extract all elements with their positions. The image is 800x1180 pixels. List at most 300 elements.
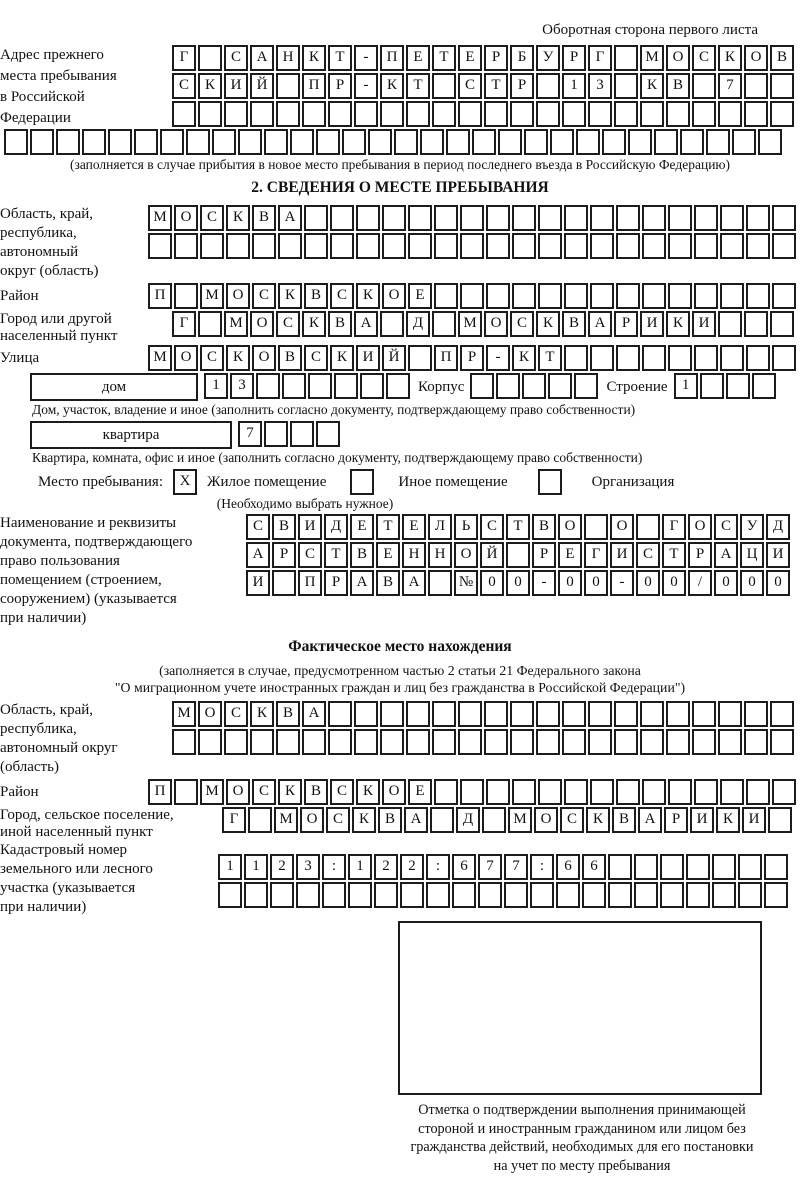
char-cell: Р [324, 570, 348, 596]
char-cell: Т [324, 542, 348, 568]
char-cell: Ь [454, 514, 478, 540]
char-cell [512, 233, 536, 259]
char-cell: О [226, 283, 250, 309]
char-cell [406, 701, 430, 727]
char-cell: 6 [582, 854, 606, 880]
char-cell [590, 205, 614, 231]
char-cell [330, 233, 354, 259]
char-cell: 0 [636, 570, 660, 596]
char-cell [590, 233, 614, 259]
char-cell [198, 101, 222, 127]
char-cell [538, 233, 562, 259]
cadastre-rows [218, 841, 800, 910]
char-cell [640, 729, 664, 755]
char-cell [496, 373, 520, 399]
char-cell [720, 345, 744, 371]
char-cell [504, 882, 528, 908]
char-cell: 0 [740, 570, 764, 596]
char-cell: К [226, 345, 250, 371]
prev-address-field [0, 45, 800, 129]
char-cell: П [380, 45, 404, 71]
char-cell: О [744, 45, 768, 71]
char-cell [408, 205, 432, 231]
actual-city-field [0, 807, 800, 841]
char-cell: - [354, 73, 378, 99]
char-cell: Н [428, 542, 452, 568]
char-row [148, 779, 800, 805]
char-cell [510, 101, 534, 127]
char-cell: К [330, 345, 354, 371]
char-cell: : [530, 854, 554, 880]
char-cell [380, 101, 404, 127]
char-cell [432, 311, 456, 337]
char-cell [694, 779, 718, 805]
char-cell [354, 729, 378, 755]
char-cell [134, 129, 158, 155]
char-cell: - [354, 45, 378, 71]
char-cell [744, 701, 768, 727]
char-cell: И [640, 311, 664, 337]
char-cell: О [610, 514, 634, 540]
char-cell: Т [432, 45, 456, 71]
char-cell [718, 101, 742, 127]
char-cell [642, 345, 666, 371]
house-box: дом [30, 373, 198, 401]
actual-district-label: Район [0, 784, 39, 800]
char-cell [536, 101, 560, 127]
char-cell: М [148, 205, 172, 231]
char-row [148, 205, 800, 231]
char-cell: О [666, 45, 690, 71]
char-cell: С [692, 45, 716, 71]
char-cell [640, 701, 664, 727]
char-cell [668, 233, 692, 259]
char-cell: Д [324, 514, 348, 540]
char-cell: И [224, 73, 248, 99]
char-cell [718, 701, 742, 727]
char-cell [772, 233, 796, 259]
confirmation-caption-line: на учет по месту пребывания [493, 1157, 671, 1174]
char-cell [460, 205, 484, 231]
char-cell: 0 [506, 570, 530, 596]
char-cell [394, 129, 418, 155]
char-cell: : [426, 854, 450, 880]
confirmation-caption-line: Отметка о подтверждении выполнения принимающей [418, 1102, 746, 1118]
char-cell: В [378, 807, 402, 833]
char-cell [484, 729, 508, 755]
char-cell [250, 101, 274, 127]
char-cell [484, 101, 508, 127]
char-cell [374, 882, 398, 908]
stroenie-label: Строение [606, 379, 668, 395]
char-cell [430, 807, 454, 833]
char-cell [536, 729, 560, 755]
char-cell: Д [766, 514, 790, 540]
char-cell: С [200, 345, 224, 371]
char-cell [270, 882, 294, 908]
cadastre-label-line: земельного или лесного [0, 861, 153, 877]
document-label-line: документа, подтверждающего [0, 534, 193, 550]
char-cell [574, 373, 598, 399]
char-cell: В [770, 45, 794, 71]
char-cell: - [486, 345, 510, 371]
char-cell [276, 729, 300, 755]
char-cell: О [558, 514, 582, 540]
region-rows [148, 205, 800, 261]
char-cell: И [610, 542, 634, 568]
char-cell [198, 729, 222, 755]
char-cell [538, 283, 562, 309]
char-cell [746, 779, 770, 805]
char-cell: А [278, 205, 302, 231]
confirmation-caption-line: стороной и иностранным гражданином или лицом без [418, 1120, 746, 1137]
char-cell [564, 205, 588, 231]
char-cell [302, 101, 326, 127]
char-cell: В [666, 73, 690, 99]
char-cell [304, 233, 328, 259]
char-cell [510, 729, 534, 755]
char-cell [406, 729, 430, 755]
char-cell [584, 514, 608, 540]
char-cell: № [454, 570, 478, 596]
char-cell [642, 779, 666, 805]
char-cell [614, 73, 638, 99]
char-cell [238, 129, 262, 155]
char-cell [668, 345, 692, 371]
region-label-line: республика, [0, 225, 77, 241]
char-cell: К [666, 311, 690, 337]
char-cell [434, 205, 458, 231]
document-label-line: право пользования [0, 553, 120, 569]
char-cell: М [200, 283, 224, 309]
char-cell: Г [222, 807, 246, 833]
char-cell [252, 233, 276, 259]
char-cell: П [434, 345, 458, 371]
char-cell [758, 129, 782, 155]
char-cell: 1 [348, 854, 372, 880]
char-cell [200, 233, 224, 259]
char-cell: В [304, 779, 328, 805]
char-cell [432, 101, 456, 127]
char-cell [460, 233, 484, 259]
char-cell: М [172, 701, 196, 727]
char-cell: С [276, 311, 300, 337]
char-cell: Е [558, 542, 582, 568]
char-cell: 7 [238, 421, 262, 447]
cadastre-label-line: при наличии) [0, 899, 87, 915]
char-cell [680, 129, 704, 155]
char-cell [616, 233, 640, 259]
char-cell: О [250, 311, 274, 337]
char-cell: С [252, 779, 276, 805]
document-label-line: помещением (строением, [0, 572, 162, 588]
char-cell: 2 [374, 854, 398, 880]
char-cell [472, 129, 496, 155]
char-cell: К [356, 779, 380, 805]
char-cell [408, 345, 432, 371]
char-cell [56, 129, 80, 155]
house-caption: Дом, участок, владение и иное (заполнить согласно документу, подтверждающему право собственности) [32, 402, 636, 417]
char-cell [752, 373, 776, 399]
char-cell [486, 779, 510, 805]
char-cell: О [252, 345, 276, 371]
char-cell [590, 345, 614, 371]
actual-district-field [0, 779, 800, 807]
char-cell [224, 101, 248, 127]
char-cell: В [252, 205, 276, 231]
char-cell: К [278, 779, 302, 805]
char-row [172, 101, 800, 127]
char-cell [334, 373, 358, 399]
char-cell [744, 73, 768, 99]
char-cell [636, 514, 660, 540]
stay-type-label: Место пребывания: [38, 473, 163, 490]
char-cell: О [198, 701, 222, 727]
prev-address-label-line: Федерации [0, 110, 71, 126]
char-cell: 0 [766, 570, 790, 596]
char-cell: Й [480, 542, 504, 568]
char-cell: Д [456, 807, 480, 833]
street-field [0, 345, 800, 373]
char-cell: Е [408, 779, 432, 805]
char-cell: В [350, 542, 374, 568]
char-cell: К [512, 345, 536, 371]
char-cell [694, 345, 718, 371]
char-cell: Л [428, 514, 452, 540]
char-cell: Т [328, 45, 352, 71]
char-cell [720, 283, 744, 309]
char-cell: К [380, 73, 404, 99]
char-cell: П [298, 570, 322, 596]
char-cell [700, 373, 724, 399]
document-field [0, 514, 800, 628]
char-cell: С [298, 542, 322, 568]
char-cell [538, 205, 562, 231]
char-cell: П [302, 73, 326, 99]
char-cell [446, 129, 470, 155]
char-cell [452, 882, 476, 908]
char-cell [772, 345, 796, 371]
char-cell [380, 729, 404, 755]
char-cell: С [172, 73, 196, 99]
char-cell [582, 882, 606, 908]
char-cell [744, 311, 768, 337]
confirmation-stamp-box [398, 921, 762, 1095]
char-cell: В [376, 570, 400, 596]
char-cell [692, 729, 716, 755]
char-cell: О [226, 779, 250, 805]
confirmation-caption-line: гражданства действий, необходимых для его постановки [410, 1139, 754, 1155]
char-cell: Ц [740, 542, 764, 568]
char-cell: С [636, 542, 660, 568]
char-cell: И [690, 807, 714, 833]
char-cell: К [586, 807, 610, 833]
char-cell [308, 373, 332, 399]
document-label-line: Наименование и реквизиты [0, 515, 177, 531]
char-cell: С [330, 779, 354, 805]
char-cell [564, 283, 588, 309]
region-label-line: автономный [0, 244, 79, 260]
char-cell [172, 101, 196, 127]
char-cell [512, 205, 536, 231]
region-field [0, 205, 800, 281]
char-cell: Т [506, 514, 530, 540]
char-cell [282, 373, 306, 399]
char-cell [302, 729, 326, 755]
char-cell: В [612, 807, 636, 833]
char-cell [738, 854, 762, 880]
char-cell: И [356, 345, 380, 371]
char-cell: У [740, 514, 764, 540]
char-cell [668, 205, 692, 231]
actual-region-rows [172, 701, 800, 757]
char-cell: М [458, 311, 482, 337]
char-cell: 0 [714, 570, 738, 596]
char-cell [484, 701, 508, 727]
char-cell: А [714, 542, 738, 568]
char-row [218, 882, 800, 908]
char-cell: А [350, 570, 374, 596]
char-cell: С [224, 45, 248, 71]
char-cell [634, 882, 658, 908]
char-cell: М [148, 345, 172, 371]
char-row [4, 129, 800, 155]
char-cell: 0 [584, 570, 608, 596]
char-cell [512, 283, 536, 309]
char-cell [562, 101, 586, 127]
char-cell: С [224, 701, 248, 727]
char-cell: Е [350, 514, 374, 540]
char-cell: 3 [588, 73, 612, 99]
char-cell: А [588, 311, 612, 337]
stay-type-note: (Необходимо выбрать нужное) [216, 496, 394, 511]
region-label-line: округ (область) [0, 263, 99, 279]
char-cell: Б [510, 45, 534, 71]
cadastre-label-line: Кадастровый номер [0, 842, 127, 858]
char-cell: О [688, 514, 712, 540]
char-cell [590, 283, 614, 309]
char-cell: 3 [296, 854, 320, 880]
char-cell [316, 129, 340, 155]
char-cell [224, 729, 248, 755]
char-cell: М [640, 45, 664, 71]
char-cell: Т [538, 345, 562, 371]
char-cell [434, 233, 458, 259]
char-cell: Е [408, 283, 432, 309]
char-cell [432, 729, 456, 755]
char-cell [744, 101, 768, 127]
char-cell: / [688, 570, 712, 596]
char-cell [614, 101, 638, 127]
apartment-box: квартира [30, 421, 232, 449]
char-cell [768, 807, 792, 833]
char-cell [692, 701, 716, 727]
char-cell [536, 73, 560, 99]
char-cell: М [274, 807, 298, 833]
char-cell [588, 101, 612, 127]
char-cell: Н [276, 45, 300, 71]
char-cell [304, 205, 328, 231]
char-cell [694, 233, 718, 259]
char-row [470, 373, 600, 399]
char-cell: Р [614, 311, 638, 337]
korpus-label: Корпус [418, 379, 465, 395]
prev-address-label-line: места пребывания [0, 68, 117, 84]
prev-address-label-line: Адрес прежнего [0, 47, 104, 63]
char-cell [108, 129, 132, 155]
char-cell [614, 701, 638, 727]
char-cell [550, 129, 574, 155]
corner-note: Оборотная сторона первого листа [542, 22, 758, 38]
char-cell [770, 729, 794, 755]
char-cell: 7 [718, 73, 742, 99]
char-cell [746, 233, 770, 259]
char-cell: О [382, 283, 406, 309]
actual-city-label [0, 807, 222, 841]
char-cell [608, 854, 632, 880]
char-cell: В [276, 701, 300, 727]
char-cell [256, 373, 280, 399]
char-cell [642, 283, 666, 309]
char-row [204, 373, 412, 399]
char-cell [264, 129, 288, 155]
char-cell [692, 101, 716, 127]
char-cell: С [510, 311, 534, 337]
char-cell: Т [484, 73, 508, 99]
city-label [0, 311, 172, 345]
char-cell [458, 729, 482, 755]
char-cell: О [174, 345, 198, 371]
char-cell: И [692, 311, 716, 337]
char-cell [342, 129, 366, 155]
char-cell: 6 [556, 854, 580, 880]
stay-type-row [38, 469, 800, 495]
char-cell [482, 807, 506, 833]
char-cell: К [718, 45, 742, 71]
char-cell: 0 [558, 570, 582, 596]
char-cell: С [304, 345, 328, 371]
char-cell [588, 729, 612, 755]
char-cell [642, 205, 666, 231]
char-cell: П [148, 283, 172, 309]
char-cell: С [560, 807, 584, 833]
char-cell [186, 129, 210, 155]
char-cell: А [638, 807, 662, 833]
char-cell [328, 101, 352, 127]
char-cell [660, 854, 684, 880]
char-cell: 6 [452, 854, 476, 880]
char-cell: И [766, 542, 790, 568]
char-cell [538, 779, 562, 805]
char-cell: Е [458, 45, 482, 71]
char-cell: Е [376, 542, 400, 568]
actual-region-field [0, 701, 800, 777]
char-cell [770, 311, 794, 337]
char-cell: Р [664, 807, 688, 833]
char-cell [666, 701, 690, 727]
char-cell [460, 283, 484, 309]
residential-checkbox: X [173, 469, 197, 495]
document-rows [246, 514, 800, 598]
char-cell: О [382, 779, 406, 805]
char-cell: П [148, 779, 172, 805]
char-cell [428, 570, 452, 596]
char-cell [408, 233, 432, 259]
cadastre-field [0, 841, 800, 917]
char-cell [772, 779, 796, 805]
char-cell [290, 421, 314, 447]
house-row [30, 373, 800, 401]
